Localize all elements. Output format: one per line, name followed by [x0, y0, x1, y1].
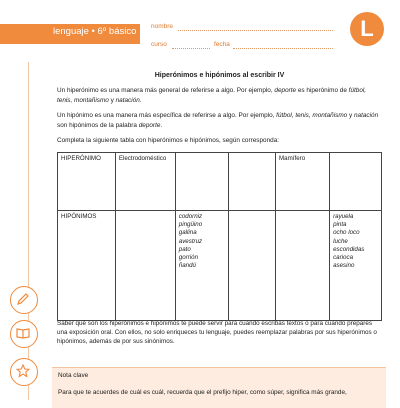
list-item: ocho loco — [333, 229, 360, 237]
list-item: pinta — [333, 221, 347, 229]
answer-cell[interactable] — [229, 211, 276, 321]
table-cell: HIPÓNIMOS — [58, 211, 116, 321]
table-cell — [330, 211, 382, 321]
p1-word: natación — [115, 96, 140, 104]
list-item: gorrión — [178, 254, 199, 262]
answer-cell[interactable] — [276, 211, 330, 321]
list-item: carioca — [333, 254, 354, 262]
list-item: ñandú — [178, 262, 196, 270]
subject-label: lenguaje • 6º básico — [53, 26, 137, 37]
table-cell: Mamífero — [276, 153, 330, 211]
answer-cell[interactable] — [229, 153, 276, 211]
answer-cell[interactable] — [175, 153, 228, 211]
p2-word: fútbol, tenis, montañismo — [276, 112, 348, 120]
hyperonym-table — [57, 152, 382, 321]
answer-cell[interactable] — [330, 153, 382, 211]
curso-label: curso — [151, 41, 167, 48]
key-note-box — [52, 367, 386, 408]
p1-text: Un hiperónimo es una manera más general de referirse a algo. Por ejemplo, — [57, 87, 275, 95]
note-title: Nota clave — [58, 372, 89, 379]
name-label: nombre — [151, 23, 174, 30]
pencil-icon — [10, 286, 38, 314]
paragraph-hyperonym — [57, 86, 382, 105]
list-item: rayuela — [333, 213, 354, 220]
content — [57, 70, 382, 145]
list-item: escondidas — [333, 245, 365, 253]
fecha-label: fecha — [214, 41, 230, 48]
p2-text: . — [160, 121, 163, 129]
page-title: Hiperónimos e hipónimos al escribir IV — [154, 72, 285, 79]
list-item: pato — [178, 245, 191, 253]
p1-word: fútbol, tenis, montañismo — [57, 87, 367, 104]
p2-text: y — [347, 112, 354, 120]
subject-badge: L — [350, 12, 384, 46]
instruction: Completa la siguiente tabla con hiperónimos e hipónimos, según corresponda: — [57, 137, 280, 145]
list-item: codorniz — [178, 213, 203, 220]
name-field[interactable] — [178, 30, 333, 31]
p2-text: Un hipónimo es una manera más específica de referirse a algo. Por ejemplo, — [57, 112, 277, 120]
curso-field[interactable] — [172, 48, 210, 49]
answer-cell[interactable] — [115, 211, 175, 321]
p1-text: y — [108, 96, 116, 104]
explanation-text: Saber qué son los hiperónimos e hipónimos te puede servir para cuando escribas textos o para cuando prepares una exposición oral. Con ellos, no solo enriqueces tu lenguaje, puedes reemplazar palabras por sus hiperónimos o hipónimos, además de por sus sinónimos. — [57, 320, 377, 346]
book-icon — [10, 320, 38, 348]
p2-text: son hipónimos de la palabra — [57, 121, 139, 129]
table-row — [58, 153, 382, 211]
list-item: gallina — [178, 229, 197, 237]
list-item: luche — [333, 237, 348, 245]
table-cell — [175, 211, 228, 321]
list-item: asesino — [333, 262, 355, 270]
table-cell: HIPERÓNIMO — [58, 153, 116, 211]
worksheet-header — [0, 0, 400, 62]
note-text: Para que te acuerdes de cuál es cuál, recuerda que el prefijo hiper, como súper, significa más grande, — [58, 389, 347, 396]
list-item: pingüino — [178, 221, 203, 229]
p1-text: es hiperónimo de — [296, 87, 349, 95]
p2-word: natación — [353, 112, 379, 120]
star-icon — [10, 358, 38, 386]
table-row — [58, 211, 382, 321]
fecha-field[interactable] — [233, 48, 333, 49]
p1-word: deporte — [274, 87, 297, 95]
list-item: avestruz — [178, 237, 203, 245]
side-rail — [28, 62, 29, 400]
table-cell: Electrodoméstico — [115, 153, 175, 211]
p2-word: deporte — [138, 121, 161, 129]
paragraph-hyponym — [57, 111, 382, 130]
p1-text: . — [139, 96, 142, 104]
